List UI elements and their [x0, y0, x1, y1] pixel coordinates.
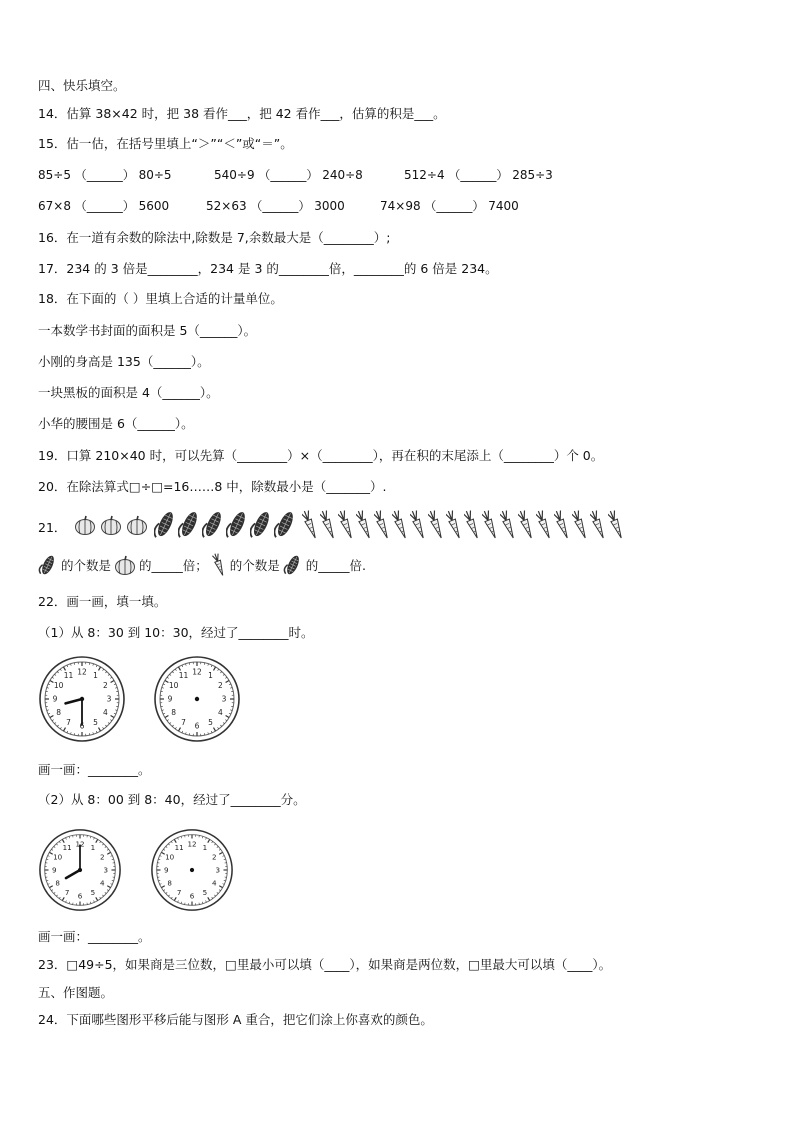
pumpkin-group	[74, 514, 152, 540]
corn-group	[154, 509, 298, 545]
clock-numeral: 12	[187, 839, 197, 849]
carrot-icon	[590, 510, 606, 540]
clock-center-dot	[78, 868, 82, 872]
blank-clock-face	[150, 828, 234, 912]
carrot-icon	[500, 510, 516, 540]
question-21-sentence	[38, 552, 369, 578]
clock-numeral: 7	[64, 887, 70, 897]
clock-numeral: 2	[217, 681, 223, 691]
corn-icon	[202, 509, 224, 541]
question-22: 22．画一画，填一填。	[38, 594, 167, 609]
carrot-icon	[446, 510, 462, 540]
clock-center-dot	[80, 697, 84, 701]
compare-item: 512÷4 （______） 285÷3	[404, 168, 553, 182]
carrot-icon	[320, 510, 336, 540]
carrot-icon	[374, 510, 390, 540]
clock-numeral: 6	[194, 721, 200, 731]
section-4-title: 四、快乐填空。	[38, 78, 126, 93]
clock-numeral: 7	[176, 887, 182, 897]
clock-numeral: 6	[79, 721, 85, 731]
clock-numeral: 10	[53, 681, 64, 691]
q21-text-2: 的_____倍；	[139, 558, 208, 573]
clock-numeral: 10	[165, 852, 175, 862]
clock-numeral: 6	[189, 891, 195, 901]
carrot-icon	[392, 510, 408, 540]
q21-text-3: 的个数是	[229, 558, 280, 573]
compare-item: 52×63 （______） 3000	[206, 199, 345, 213]
question-18-a: 一本数学书封面的面积是 5（______）。	[38, 323, 257, 338]
clock-numeral: 8	[56, 708, 62, 718]
clock-numeral: 9	[51, 865, 57, 875]
pumpkin-icon	[74, 514, 96, 536]
question-21-label: 21．	[38, 520, 67, 535]
carrot-icon	[608, 510, 624, 540]
clock-numeral: 2	[100, 852, 105, 862]
clock-numeral: 8	[167, 878, 172, 888]
compare-item: 85÷5 （______） 80÷5	[38, 168, 172, 182]
clock-numeral: 4	[217, 708, 223, 718]
clock-numeral: 4	[212, 878, 217, 888]
carrot-icon	[572, 510, 588, 540]
question-22-part-1: （1）从 8：30 到 10：30，经过了________时。	[38, 625, 314, 640]
corn-icon	[283, 553, 303, 577]
clock-numeral: 11	[63, 671, 74, 681]
question-15: 15．估一估，在括号里填上“＞”“＜”或“＝”。	[38, 136, 293, 151]
corn-icon	[38, 553, 58, 577]
clock-numeral: 5	[208, 717, 213, 727]
question-22-draw-1: 画一画：________。	[38, 762, 151, 777]
clock-numeral: 8	[171, 708, 177, 718]
question-18: 18．在下面的（ ）里填上合适的计量单位。	[38, 291, 283, 306]
question-16: 16．在一道有余数的除法中,除数是 7,余数最大是（________）;	[38, 230, 391, 245]
question-19: 19．口算 210×40 时，可以先算（________）×（________），再在积的末尾添上（________）个 0。	[38, 448, 604, 463]
clock-numeral: 8	[55, 878, 60, 888]
carrot-icon	[554, 510, 570, 540]
clock-numeral: 7	[66, 717, 71, 727]
question-24: 24．下面哪些图形平移后能与图形 A 重合，把它们涂上你喜欢的颜色。	[38, 1012, 433, 1027]
clock-numeral: 3	[221, 694, 227, 704]
clock-face	[38, 655, 126, 743]
clock-center-dot	[190, 868, 194, 872]
compare-item: 74×98 （______） 7400	[380, 199, 519, 213]
clock-numeral: 12	[75, 839, 85, 849]
carrot-icon	[410, 510, 426, 540]
question-21-pictures	[38, 510, 626, 544]
carrot-icon	[482, 510, 498, 540]
clock-numeral: 7	[181, 717, 186, 727]
carrot-icon	[302, 510, 318, 540]
carrot-group	[302, 510, 626, 544]
pumpkin-icon	[126, 514, 148, 536]
corn-icon	[250, 509, 272, 541]
section-5-title: 五、作图题。	[38, 985, 114, 1000]
clock-numeral: 3	[106, 694, 112, 704]
carrot-icon	[356, 510, 372, 540]
clock-numeral: 11	[178, 671, 189, 681]
corn-icon	[178, 509, 200, 541]
corn-icon	[226, 509, 248, 541]
clock-numeral: 5	[202, 887, 208, 897]
question-17: 17．234 的 3 倍是________，234 是 3 的________倍，________的 6 倍是 234。	[38, 261, 498, 276]
carrot-icon	[536, 510, 552, 540]
question-22-draw-2: 画一画：________。	[38, 929, 151, 944]
question-18-b: 小刚的身高是 135（______）。	[38, 354, 210, 369]
corn-icon	[154, 509, 176, 541]
clock-center-dot	[195, 697, 199, 701]
clock-numeral: 2	[212, 852, 217, 862]
question-20: 20．在除法算式□÷□=16……8 中，除数最小是（_______）.	[38, 479, 387, 494]
compare-item: 67×8 （______） 5600	[38, 199, 170, 213]
clock-numeral: 12	[77, 667, 87, 677]
carrot-icon	[428, 510, 444, 540]
pumpkin-icon	[100, 514, 122, 536]
clock-numeral: 5	[90, 887, 96, 897]
carrot-icon	[518, 510, 534, 540]
clock-numeral: 3	[215, 865, 221, 875]
q21-text-4: 的_____倍.	[305, 558, 367, 573]
clock-numeral: 12	[192, 667, 202, 677]
question-23: 23．□49÷5，如果商是三位数，□里最小可以填（____），如果商是两位数，□里最大可以填（____）。	[38, 957, 612, 972]
clock-numeral: 1	[93, 671, 98, 681]
question-22-part-2: （2）从 8：00 到 8：40，经过了________分。	[38, 792, 306, 807]
clock-numeral: 4	[100, 878, 105, 888]
clock-numeral: 3	[103, 865, 109, 875]
clock-numeral: 1	[202, 843, 208, 853]
carrot-icon	[338, 510, 354, 540]
clock-numeral: 11	[62, 843, 72, 853]
compare-item: 540÷9 （______） 240÷8	[214, 168, 363, 182]
clock-numeral: 9	[52, 694, 58, 704]
question-18-d: 小华的腰围是 6（______）。	[38, 416, 194, 431]
q21-text-1: 的个数是	[61, 558, 112, 573]
pumpkin-icon	[114, 554, 136, 576]
clock-numeral: 11	[174, 843, 184, 853]
blank-clock-face	[153, 655, 241, 743]
clock-numeral: 1	[208, 671, 213, 681]
carrot-icon	[211, 553, 227, 577]
clock-numeral: 2	[102, 681, 108, 691]
corn-icon	[274, 509, 296, 541]
question-14: 14．估算 38×42 时，把 38 看作___，把 42 看作___，估算的积是___。	[38, 106, 446, 121]
clock-numeral: 5	[93, 717, 98, 727]
question-18-c: 一块黑板的面积是 4（______）。	[38, 385, 219, 400]
clock-numeral: 9	[167, 694, 173, 704]
clock-face	[38, 828, 122, 912]
carrot-icon	[464, 510, 480, 540]
clock-numeral: 6	[77, 891, 83, 901]
clock-numeral: 1	[90, 843, 96, 853]
clock-numeral: 10	[168, 681, 179, 691]
clock-numeral: 10	[53, 852, 63, 862]
clock-numeral: 4	[102, 708, 108, 718]
clock-numeral: 9	[163, 865, 169, 875]
